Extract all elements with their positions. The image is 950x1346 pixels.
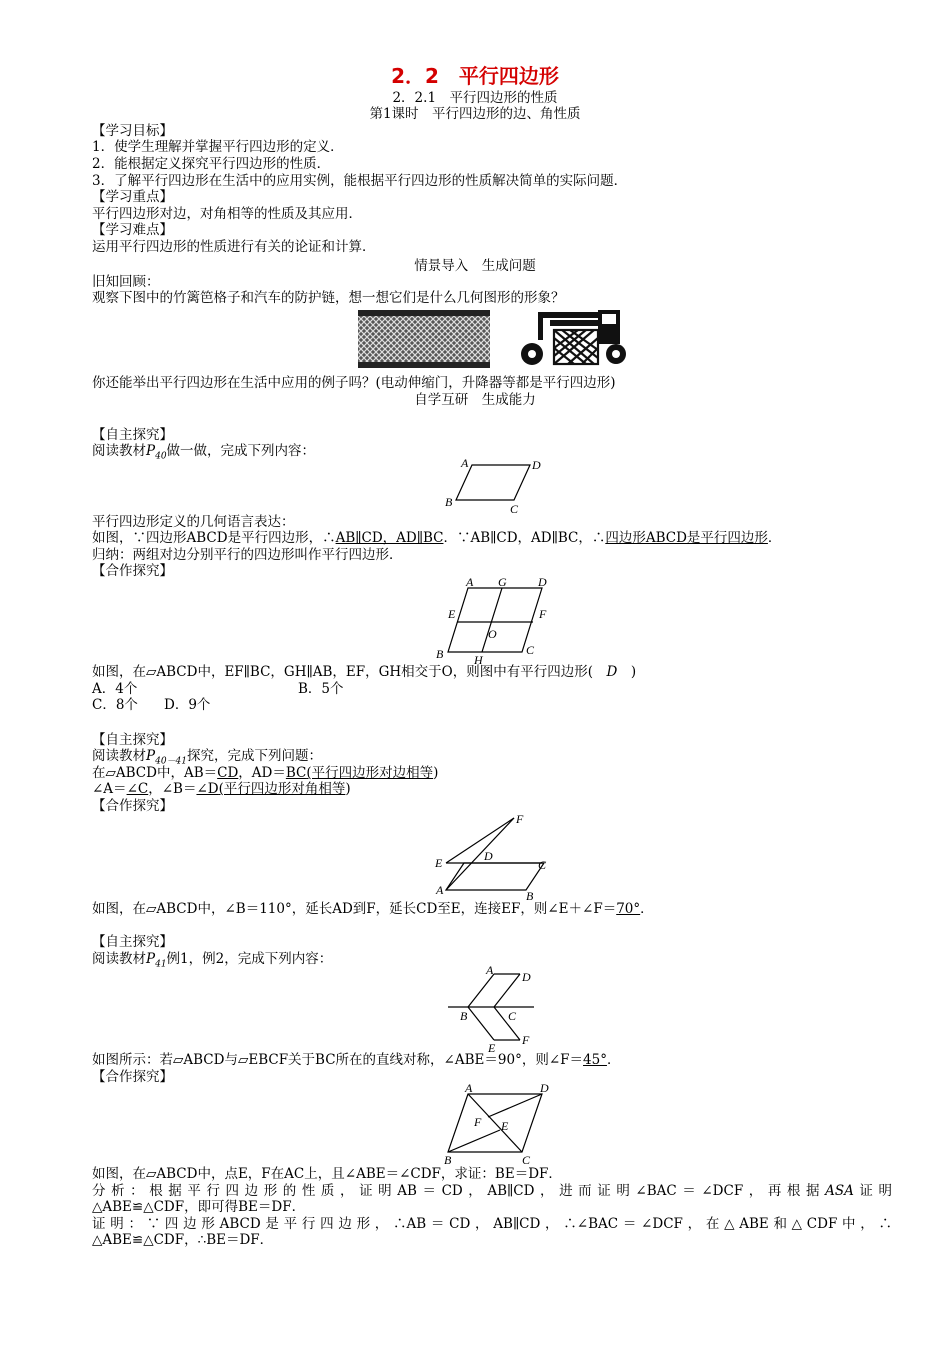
definition-summary: 归纳：两组对边分别平行的四边形叫作平行四边形． <box>92 547 403 563</box>
review-followup: 你还能举出平行四边形在生活中应用的例子吗？(电动伸缩门，升降器等都是平行四边形) <box>92 375 616 391</box>
point-label: C <box>510 502 519 516</box>
section-title-intro: 情景导入 生成问题 <box>414 258 536 274</box>
point-label: A <box>465 1081 473 1095</box>
proof-line-2: △ABE≌△CDF，∴BE＝DF． <box>92 1232 274 1248</box>
difficulty-text: 运用平行四边形的性质进行有关的论证和计算． <box>92 239 376 255</box>
point-label: E <box>488 1041 496 1055</box>
difficulty-heading: 【学习难点】 <box>92 222 173 238</box>
section-title-self-study: 自学互研 生成能力 <box>414 392 536 408</box>
cooperate-heading: 【合作探究】 <box>92 1069 173 1085</box>
review-label: 旧知回顾： <box>92 274 160 290</box>
definition-label: 平行四边形定义的几何语言表达： <box>92 514 295 530</box>
question-text: 如图，在▱ABCD中，EF∥BC，GH∥AB，EF，GH相交于O，则图中有平行四边形( D ) <box>92 664 637 680</box>
explore-heading: 【自主探究】 <box>92 427 173 443</box>
property-angles: ∠A＝∠C，∠B＝∠D(平行四边形对角相等) <box>92 781 351 797</box>
analysis-line-2: △ABE≌△CDF，即可得BE＝DF． <box>92 1199 306 1215</box>
analysis-line-1: 分析：根据平行四边形的性质，证明AB＝CD，AB∥CD，进而证明∠BAC＝∠DCF，再根据ASA证明 <box>92 1183 892 1199</box>
focus-text: 平行四边形对边，对角相等的性质及其应用． <box>92 206 362 222</box>
point-label: B <box>460 1009 468 1023</box>
cooperate-heading: 【合作探究】 <box>92 798 173 814</box>
page-title: 2．2 平行四边形 <box>391 64 559 88</box>
point-label: C <box>526 643 535 657</box>
point-label: A <box>436 883 444 897</box>
point-label: D <box>522 970 531 984</box>
section-subtitle: 2．2.1 平行四边形的性质 <box>392 90 558 106</box>
point-label: E <box>501 1119 509 1133</box>
definition-expression: 如图，∵四边形ABCD是平行四边形，∴AB∥CD，AD∥BC．∵AB∥CD，AD∥BC，∴四边形ABCD是平行四边形． <box>92 530 782 546</box>
point-label: C <box>522 1153 531 1166</box>
option-b: B．5个 <box>298 681 344 697</box>
property-sides: 在▱ABCD中，AB＝CD，AD＝BC(平行四边形对边相等) <box>92 765 439 781</box>
option-c: C．8个 <box>92 697 138 713</box>
review-question: 观察下图中的竹篱笆格子和汽车的防护链，想一想它们是什么几何图形的形象？ <box>92 290 565 306</box>
parallelogram-grid-figure <box>432 576 562 666</box>
point-label: E <box>435 856 443 870</box>
point-label: D <box>540 1081 549 1095</box>
car-guard-chain-image <box>520 308 626 370</box>
point-label: B <box>436 647 444 661</box>
explore-heading: 【自主探究】 <box>92 934 173 950</box>
goal-item: 2．能根据定义探究平行四边形的性质． <box>92 156 331 172</box>
parallelogram-diagonal-figure <box>432 1080 562 1166</box>
focus-heading: 【学习重点】 <box>92 189 173 205</box>
point-label: A <box>466 576 474 589</box>
extended-parallelogram-figure <box>432 810 562 902</box>
reading-instruction: 阅读教材$P_{40-41}$探究，完成下列问题： <box>92 748 322 767</box>
question-text: 如图所示：若▱ABCD与▱EBCF关于BC所在的直线对称，∠ABE＝90°，则∠F＝45°． <box>92 1052 621 1068</box>
point-label: O <box>488 627 497 641</box>
parallelogram-figure <box>440 455 550 517</box>
symmetric-parallelograms-figure <box>446 962 536 1056</box>
option-d: D．9个 <box>164 697 211 713</box>
point-label: B <box>526 889 534 902</box>
lesson-subtitle: 第1课时 平行四边形的边、角性质 <box>369 106 581 122</box>
point-label: A <box>461 456 469 470</box>
reading-instruction: 阅读教材$P_{41}$例1，例2，完成下列内容： <box>92 951 333 970</box>
point-label: E <box>448 607 456 621</box>
option-a: A．4个 <box>92 681 138 697</box>
point-label: F <box>522 1033 530 1047</box>
proof-line-1: 证明：∵四边形ABCD是平行四边形，∴AB＝CD，AB∥CD，∴∠BAC＝∠DCF，在△ABE和△CDF中，∴ <box>92 1216 892 1232</box>
point-label: A <box>486 963 494 977</box>
point-label: C <box>508 1009 517 1023</box>
explore-heading: 【自主探究】 <box>92 732 173 748</box>
question-text: 如图，在▱ABCD中，点E，F在AC上，且∠ABE＝∠CDF，求证：BE＝DF． <box>92 1166 562 1182</box>
point-label: F <box>539 607 547 621</box>
point-label: G <box>498 576 507 589</box>
point-label: D <box>484 849 493 863</box>
goal-item: 3．了解平行四边形在生活中的应用实例，能根据平行四边形的性质解决简单的实际问题． <box>92 173 628 189</box>
point-label: D <box>538 576 547 589</box>
goal-item: 1．使学生理解并掌握平行四边形的定义． <box>92 139 344 155</box>
parallelogram-shape <box>456 465 530 500</box>
point-label: C <box>538 858 547 872</box>
question-text: 如图，在▱ABCD中，∠B＝110°，延长AD到F，延长CD至E，连接EF，则∠E＋∠F＝70°． <box>92 901 654 917</box>
point-label: B <box>444 1153 452 1166</box>
cooperate-heading: 【合作探究】 <box>92 563 173 579</box>
bamboo-fence-image <box>358 310 490 368</box>
goals-heading: 【学习目标】 <box>92 123 173 139</box>
point-label: F <box>516 812 524 826</box>
point-label: B <box>445 495 453 509</box>
point-label: D <box>532 458 541 472</box>
point-label: F <box>474 1115 482 1129</box>
point-label: H <box>474 653 483 666</box>
reading-instruction: 阅读教材$P_{40}$做一做，完成下列内容： <box>92 443 316 462</box>
